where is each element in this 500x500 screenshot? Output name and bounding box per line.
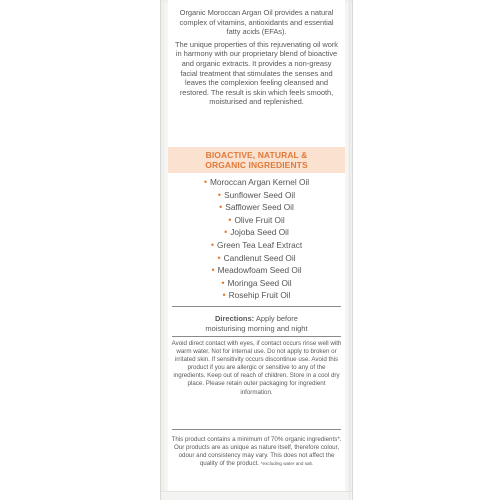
ingredient-name: Moringa Seed Oil: [227, 277, 292, 288]
directions-text-2: moisturising morning and night: [205, 323, 308, 333]
ingredient-list: [168, 176, 345, 302]
ingredient-item: [168, 239, 345, 252]
ingredient-name: Green Tea Leaf Extract: [216, 239, 303, 250]
footer-text: This product contains a minimum of 70% organic ingredients*. Our products are as unique as nature itself, therefore colour, odour and consistency may vary. This does not affect the quality of the product.: [171, 436, 342, 468]
footer: [168, 436, 345, 468]
bullet-icon: •: [203, 177, 207, 187]
ingredient-item: [168, 277, 345, 290]
bullet-icon: •: [222, 290, 226, 301]
bullet-icon: •: [219, 202, 223, 213]
bullet-icon: •: [211, 265, 215, 276]
ingredient-name: Jojoba Seed Oil: [230, 227, 289, 238]
ingredient-name: Candlenut Seed Oil: [223, 252, 296, 263]
ingredient-item: [168, 289, 345, 302]
directions-text-1: Apply before: [255, 314, 298, 323]
divider: [172, 429, 341, 430]
bullet-icon: •: [217, 189, 222, 200]
intro-paragraph-1: Organic Moroccan Argan Oil provides a natural complex of vitamins, antioxidants and essential fatty acids (EFAs).: [179, 8, 334, 37]
ingredient-name: Meadowfoam Seed Oil: [217, 265, 302, 276]
divider: [172, 336, 341, 337]
ingredient-name: Moroccan Argan Kernel Oil: [210, 177, 310, 187]
warnings-text: Avoid direct contact with eyes, if contact occurs rinse well with warm water. Not for internal use. Do not apply to broken or irritated skin. If sensitivity occurs discontinue use. Avoid this product if you are allergic or sensitive to any of the ingredients. Keep out of reach of children. Store in a cool dry place. Please retain outer packaging for ingredient information.: [171, 340, 342, 396]
ingredients-header-line-1: BIOACTIVE, NATURAL &: [205, 149, 308, 160]
ingredient-item: [168, 214, 345, 227]
ingredient-name: Safflower Seed Oil: [225, 202, 294, 213]
bullet-icon: •: [224, 227, 228, 238]
ingredient-item: [168, 264, 345, 277]
box-bottom-edge: [161, 491, 352, 500]
directions-label: Directions:: [215, 314, 255, 323]
bullet-icon: •: [221, 277, 225, 288]
directions: [168, 314, 345, 333]
bullet-icon: •: [217, 252, 221, 263]
ingredient-item: [168, 189, 345, 202]
bullet-icon: •: [210, 239, 214, 250]
ingredient-name: Sunflower Seed Oil: [224, 189, 296, 200]
footer-note: *excluding water and salt.: [260, 461, 314, 467]
ingredients-header: [168, 147, 345, 173]
ingredient-item: [168, 176, 345, 189]
ingredients-header-line-2: ORGANIC INGREDIENTS: [205, 160, 308, 170]
product-box-side: [160, 0, 353, 500]
intro-paragraph-2: The unique properties of this rejuvenating oil work in harmony with our proprietary blend of bioactive and organic extracts. It provides a non-greasy facial treatment that stimulates the senses and leaves the complexion feeling cleansed and restored. The result is skin which feels smooth, moisturised and replenished.: [175, 39, 338, 107]
ingredient-item: [168, 252, 345, 265]
directions-line-1: [168, 314, 345, 324]
ingredient-item: [168, 201, 345, 214]
ingredient-name: Olive Fruit Oil: [234, 214, 285, 225]
label-panel: [168, 0, 345, 500]
ingredient-item: [168, 226, 345, 239]
divider: [172, 306, 341, 307]
bullet-icon: •: [228, 214, 232, 225]
intro-text: [168, 8, 345, 110]
ingredient-name: Rosehip Fruit Oil: [228, 290, 291, 301]
